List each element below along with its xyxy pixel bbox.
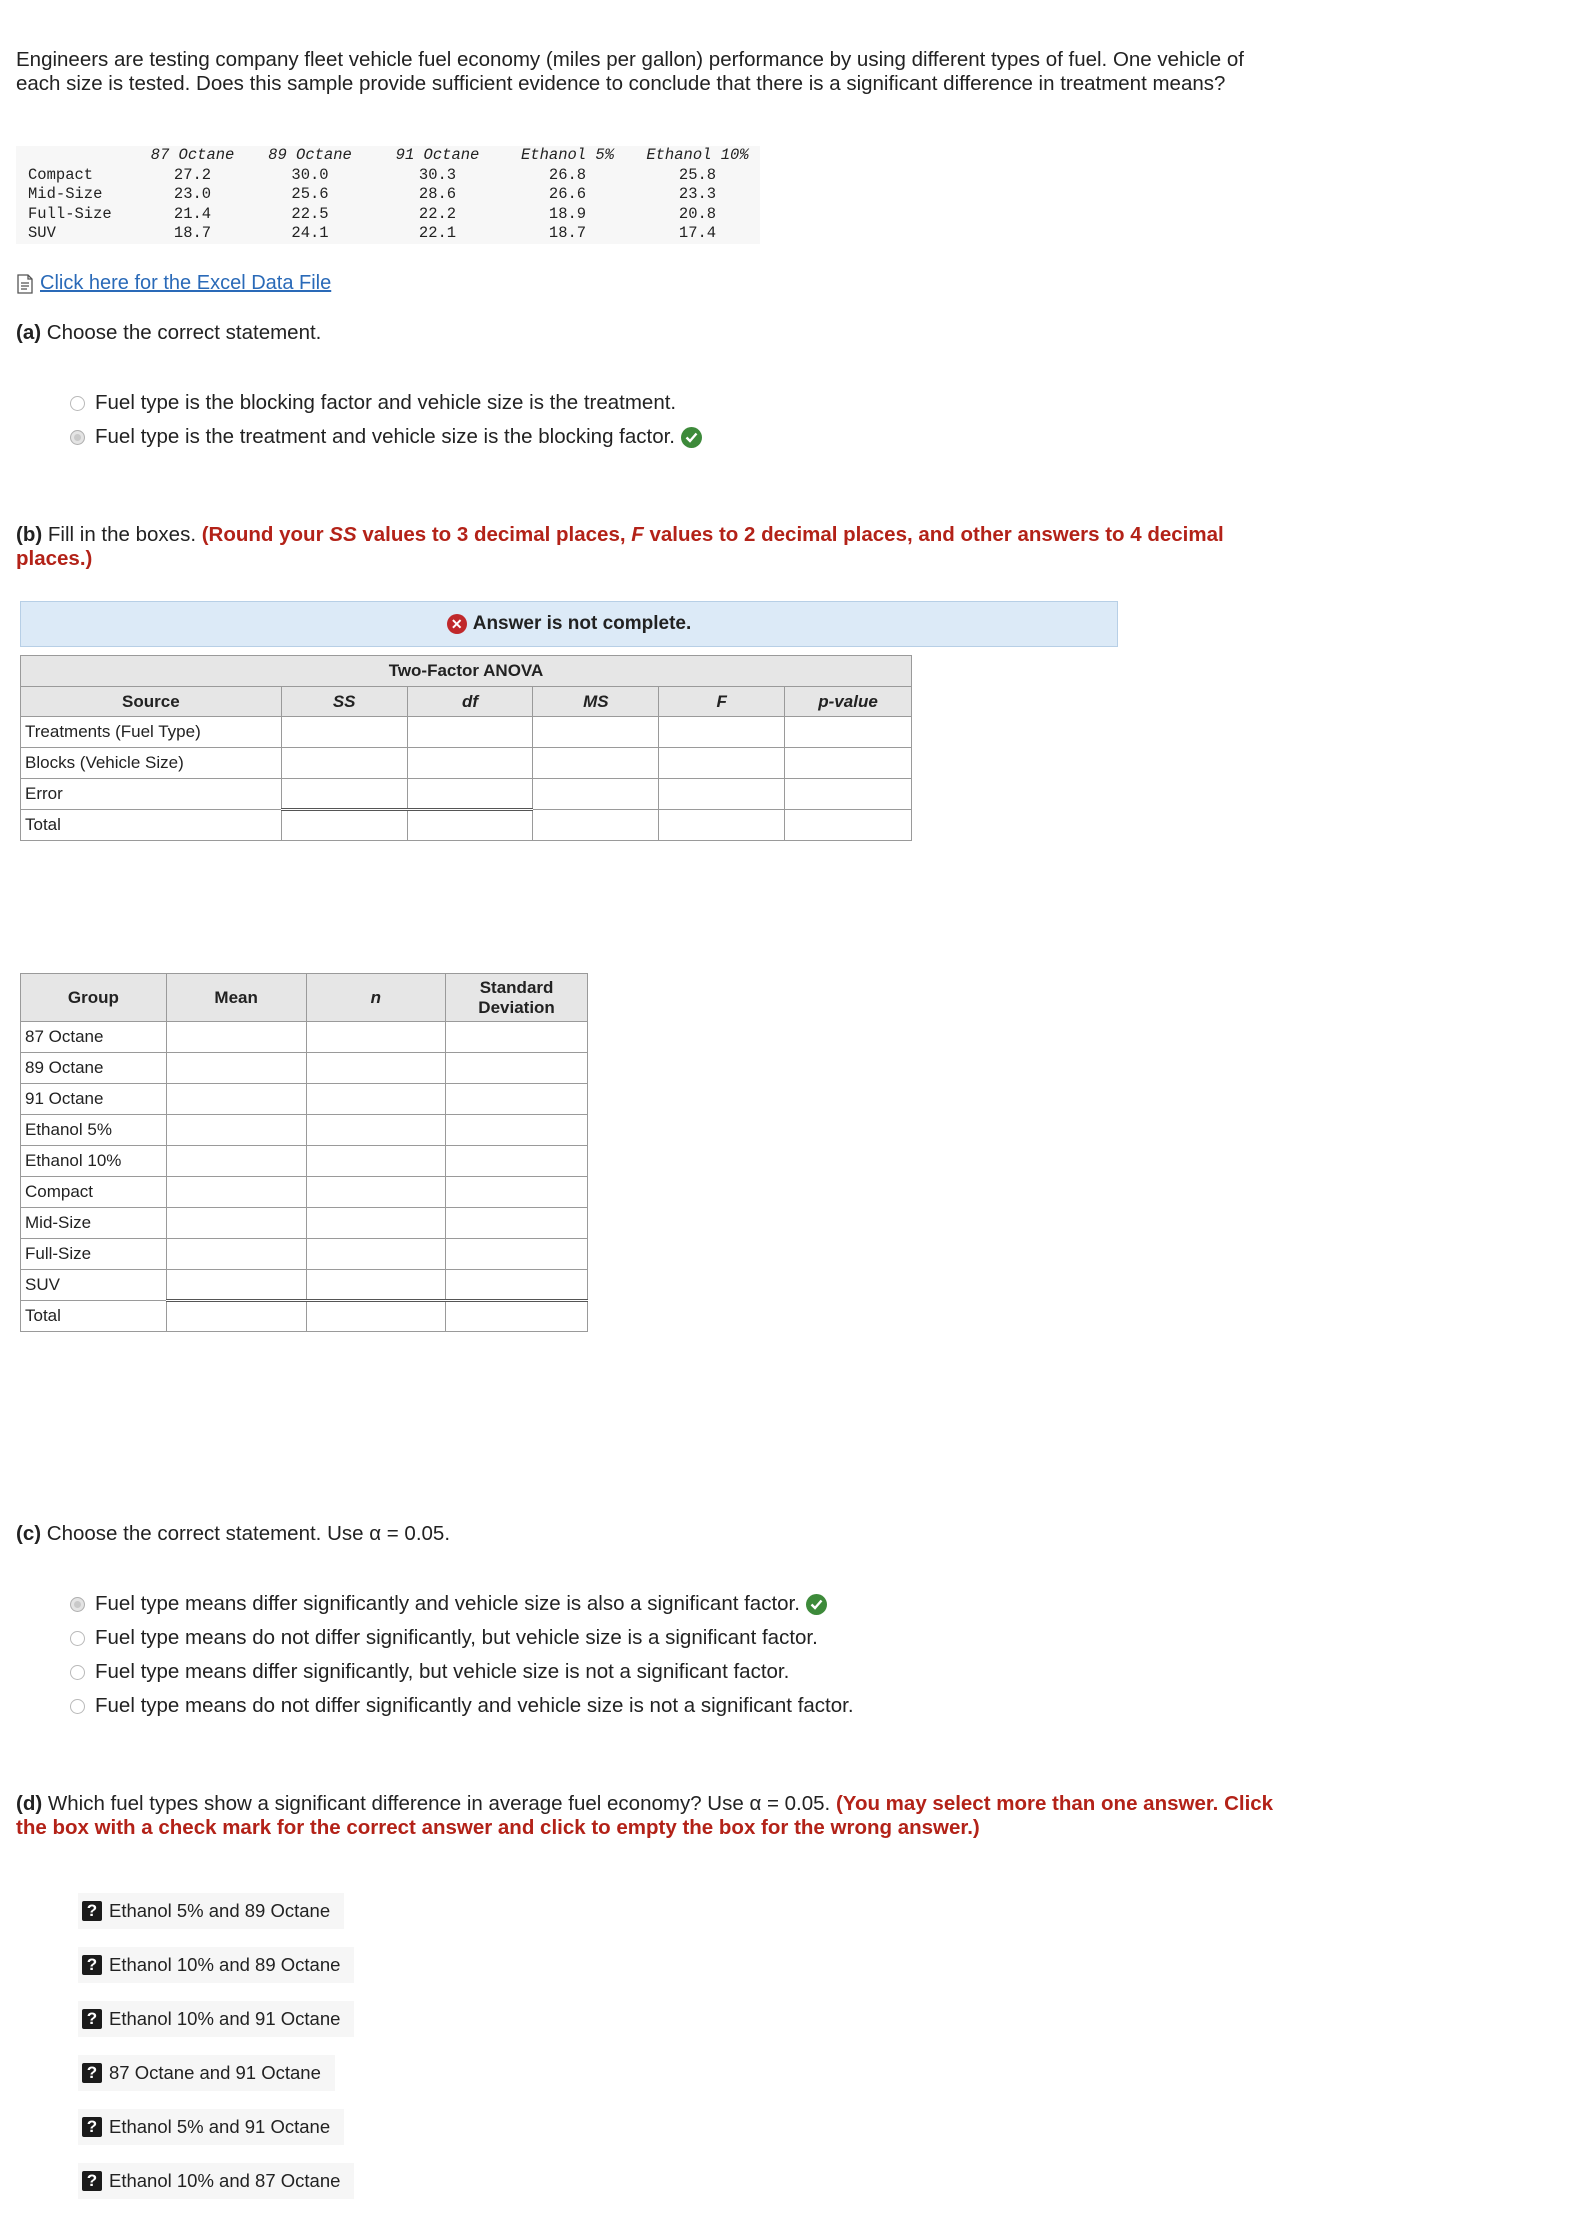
data-corner [16, 146, 140, 166]
p-value-cell [785, 810, 912, 841]
f-input[interactable] [659, 779, 785, 810]
data-col-header: 89 Octane [268, 146, 352, 164]
n-input[interactable] [306, 1022, 446, 1053]
part-d-option[interactable] [78, 2055, 335, 2091]
row-label: Total [21, 1301, 167, 1332]
mean-input[interactable] [166, 1053, 306, 1084]
data-header-row [16, 146, 760, 166]
data-col-header: Ethanol 5% [520, 146, 614, 164]
f-input[interactable] [659, 717, 785, 748]
data-cell: 20.8 [678, 204, 717, 223]
n-input[interactable] [306, 1146, 446, 1177]
row-label: Blocks (Vehicle Size) [21, 748, 282, 779]
mean-input[interactable] [166, 1239, 306, 1270]
part-b-text: Fill in the boxes. [47, 523, 197, 546]
group-stats-table [20, 973, 588, 1332]
p-value-input[interactable] [785, 717, 912, 748]
part-b-instruction [16, 523, 1224, 570]
sd-input[interactable] [446, 1301, 588, 1332]
n-input[interactable] [306, 1270, 446, 1301]
instruction-part: SS [329, 523, 357, 546]
ss-input[interactable] [281, 779, 407, 810]
sd-input[interactable] [446, 1115, 588, 1146]
mean-input[interactable] [166, 1208, 306, 1239]
part-d-question [16, 1792, 1276, 1840]
part-d-option[interactable] [78, 2163, 354, 2199]
anova-row [21, 810, 912, 841]
mean-input[interactable] [166, 1146, 306, 1177]
data-cell: 22.2 [418, 204, 457, 223]
n-input[interactable] [306, 1115, 446, 1146]
unanswered-checkbox-icon[interactable]: ? [82, 2171, 102, 2191]
group-row [21, 1146, 588, 1177]
part-c-options [70, 1587, 854, 1723]
n-input[interactable] [306, 1208, 446, 1239]
df-input[interactable] [407, 717, 533, 748]
part-c-option[interactable] [70, 1587, 854, 1621]
n-input[interactable] [306, 1177, 446, 1208]
anova-row [21, 717, 912, 748]
row-label: Compact [21, 1177, 167, 1208]
data-col-header: 87 Octane [150, 146, 235, 164]
part-a-option[interactable] [70, 386, 702, 420]
data-cell: 17.4 [678, 224, 717, 242]
col-header: MS [533, 687, 659, 717]
ss-input[interactable] [281, 748, 407, 779]
col-header: Mean [166, 974, 306, 1022]
instruction-part: values to 2 decimal places, and other answers to 4 decimal places.) [16, 523, 1224, 570]
sd-input[interactable] [446, 1146, 588, 1177]
ms-input[interactable] [533, 748, 659, 779]
data-cell: 18.7 [173, 224, 212, 242]
data-cell: 28.6 [418, 185, 457, 203]
data-col-header: 91 Octane [395, 146, 480, 164]
option-text: Fuel type means differ significantly, but vehicle size is not a significant factor. [95, 1660, 790, 1683]
incorrect-x-icon: ✕ [447, 614, 467, 634]
group-row [21, 1177, 588, 1208]
col-header: n [306, 974, 446, 1022]
data-row-label: Mid-Size [28, 185, 103, 203]
sd-input[interactable] [446, 1022, 588, 1053]
excel-data-link[interactable] [16, 272, 331, 295]
unanswered-checkbox-icon[interactable]: ? [82, 1955, 102, 1975]
data-col-header: Ethanol 10% [646, 146, 749, 164]
col-header: F [659, 687, 785, 717]
option-text: Ethanol 10% and 89 Octane [109, 1954, 341, 1975]
col-header: df [407, 687, 533, 717]
col-header: Group [21, 974, 167, 1022]
option-text: 87 Octane and 91 Octane [109, 2062, 321, 2083]
part-b-question [16, 523, 1256, 571]
part-d-text: Which fuel types show a significant difference in average fuel economy? Use α = 0.05. [47, 1792, 831, 1815]
df-input[interactable] [407, 810, 533, 841]
banner-text: Answer is not complete. [472, 613, 692, 634]
instruction-part: F [631, 523, 644, 546]
row-label: Full-Size [21, 1239, 167, 1270]
n-input[interactable] [306, 1084, 446, 1115]
ss-input[interactable] [281, 717, 407, 748]
part-a-label: (a) [16, 321, 42, 344]
part-c-option[interactable] [70, 1621, 854, 1655]
data-cell: 22.1 [418, 224, 457, 242]
radio-button[interactable] [70, 1631, 85, 1646]
option-text: Ethanol 10% and 87 Octane [109, 2170, 341, 2191]
sd-input[interactable] [446, 1208, 588, 1239]
data-row [16, 205, 760, 225]
data-cell: 22.5 [291, 204, 329, 223]
data-row-label: SUV [28, 224, 56, 242]
unanswered-checkbox-icon[interactable]: ? [82, 1901, 102, 1921]
row-label: Error [21, 779, 282, 810]
data-row [16, 185, 760, 205]
data-cell: 18.7 [548, 224, 587, 242]
part-d-option[interactable] [78, 1947, 354, 1983]
anova-header-row [21, 687, 912, 717]
sd-input[interactable] [446, 1084, 588, 1115]
f-cell [659, 810, 785, 841]
data-cell: 30.0 [291, 165, 329, 184]
problem-intro: Engineers are testing company fleet vehicle fuel economy (miles per gallon) performance by using different types of fuel. One vehicle of each size is tested. Does this sample provide sufficient evidence to conclude that there is a significant difference in treatment means? [16, 48, 1244, 95]
part-c-text: Choose the correct statement. Use α = 0.05. [46, 1522, 451, 1545]
document-icon [16, 274, 34, 294]
part-d-option[interactable] [78, 2001, 354, 2037]
group-row [21, 1022, 588, 1053]
data-cell: 25.6 [291, 185, 329, 203]
instruction-part: (Round your [201, 523, 330, 546]
df-input[interactable] [407, 748, 533, 779]
group-header-row [21, 974, 588, 1022]
col-header: Source [21, 687, 282, 717]
correct-check-icon [681, 427, 702, 448]
radio-button[interactable] [70, 1699, 85, 1714]
part-a-options [70, 386, 702, 454]
data-row-label: Compact [28, 165, 94, 184]
option-text: Ethanol 10% and 91 Octane [109, 2008, 341, 2029]
col-header: SS [281, 687, 407, 717]
data-cell: 26.8 [548, 165, 587, 184]
anova-title: Two-Factor ANOVA [21, 656, 912, 687]
fuel-data-table [16, 146, 760, 244]
group-row [21, 1084, 588, 1115]
instruction-part: values to 3 decimal places, [356, 523, 632, 546]
n-input[interactable] [306, 1301, 446, 1332]
group-row [21, 1301, 588, 1332]
part-c-option[interactable] [70, 1689, 854, 1723]
row-label: Ethanol 10% [21, 1146, 167, 1177]
f-input[interactable] [659, 748, 785, 779]
row-label: Mid-Size [21, 1208, 167, 1239]
sd-input[interactable] [446, 1270, 588, 1301]
radio-button[interactable] [70, 1665, 85, 1680]
radio-button-selected[interactable] [70, 430, 85, 445]
radio-button-selected[interactable] [70, 1597, 85, 1612]
sd-input[interactable] [446, 1177, 588, 1208]
mean-input[interactable] [166, 1301, 306, 1332]
mean-input[interactable] [166, 1177, 306, 1208]
part-c-label: (c) [16, 1522, 42, 1545]
radio-button[interactable] [70, 396, 85, 411]
row-label: 89 Octane [21, 1053, 167, 1084]
data-cell: 21.4 [173, 204, 212, 223]
ss-input[interactable] [281, 810, 407, 841]
row-label: SUV [21, 1270, 167, 1301]
anova-row [21, 748, 912, 779]
option-text: Ethanol 5% and 91 Octane [109, 2116, 331, 2137]
data-cell: 18.9 [548, 204, 587, 223]
row-label: Ethanol 5% [21, 1115, 167, 1146]
row-label: 87 Octane [21, 1022, 167, 1053]
anova-title-row [21, 656, 912, 687]
sd-input[interactable] [446, 1053, 588, 1084]
option-text: Ethanol 5% and 89 Octane [109, 1900, 331, 1921]
unanswered-checkbox-icon[interactable]: ? [82, 2063, 102, 2083]
data-cell: 30.3 [418, 165, 457, 184]
mean-input[interactable] [166, 1084, 306, 1115]
option-text: Fuel type means do not differ significantly, but vehicle size is a significant factor. [95, 1626, 818, 1649]
group-row [21, 1208, 588, 1239]
data-cell: 23.0 [173, 185, 212, 203]
data-cell: 24.1 [291, 224, 329, 242]
n-input[interactable] [306, 1053, 446, 1084]
group-row [21, 1270, 588, 1301]
mean-input[interactable] [166, 1022, 306, 1053]
ms-input[interactable] [533, 717, 659, 748]
anova-table [20, 655, 912, 841]
answer-status-banner [20, 601, 1118, 647]
col-header: p-value [785, 687, 912, 717]
group-row [21, 1115, 588, 1146]
unanswered-checkbox-icon[interactable]: ? [82, 2009, 102, 2029]
option-text: Fuel type is the blocking factor and vehicle size is the treatment. [95, 391, 677, 414]
data-row [16, 224, 760, 244]
anova-row [21, 779, 912, 810]
part-d-option[interactable] [78, 1893, 344, 1929]
mean-input[interactable] [166, 1115, 306, 1146]
option-text: Fuel type means do not differ significantly and vehicle size is not a significant factor. [95, 1694, 854, 1717]
part-b-label: (b) [16, 523, 43, 546]
part-a-question [16, 321, 321, 345]
data-cell: 27.2 [173, 165, 212, 184]
row-label: Total [21, 810, 282, 841]
part-c-question [16, 1522, 450, 1546]
unanswered-checkbox-icon[interactable]: ? [82, 2117, 102, 2137]
n-input[interactable] [306, 1239, 446, 1270]
p-value-input[interactable] [785, 748, 912, 779]
data-cell: 23.3 [678, 185, 717, 203]
group-row [21, 1239, 588, 1270]
part-c-option[interactable] [70, 1655, 854, 1689]
row-label: 91 Octane [21, 1084, 167, 1115]
part-a-text: Choose the correct statement. [46, 321, 322, 344]
mean-input[interactable] [166, 1270, 306, 1301]
col-header: Standard Deviation [446, 974, 588, 1022]
part-d-label: (d) [16, 1792, 43, 1815]
data-cell: 25.8 [678, 165, 717, 184]
part-d-instruction: (You may select more than one answer. Click the box with a check mark for the correct answer and click to empty the box for the wrong answer.) [16, 1792, 1274, 1839]
ms-input[interactable] [533, 779, 659, 810]
correct-check-icon [806, 1594, 827, 1615]
data-row [16, 166, 760, 186]
part-a-option[interactable] [70, 420, 702, 454]
data-row-label: Full-Size [28, 204, 112, 223]
part-d-option[interactable] [78, 2109, 344, 2145]
df-input[interactable] [407, 779, 533, 810]
option-text: Fuel type means differ significantly and vehicle size is also a significant factor. [95, 1592, 800, 1615]
excel-data-link-text: Click here for the Excel Data File [40, 272, 332, 294]
p-value-input[interactable] [785, 779, 912, 810]
option-text: Fuel type is the treatment and vehicle size is the blocking factor. [95, 425, 675, 448]
ms-cell [533, 810, 659, 841]
row-label: Treatments (Fuel Type) [21, 717, 282, 748]
group-row [21, 1053, 588, 1084]
data-cell: 26.6 [548, 185, 587, 203]
sd-input[interactable] [446, 1239, 588, 1270]
